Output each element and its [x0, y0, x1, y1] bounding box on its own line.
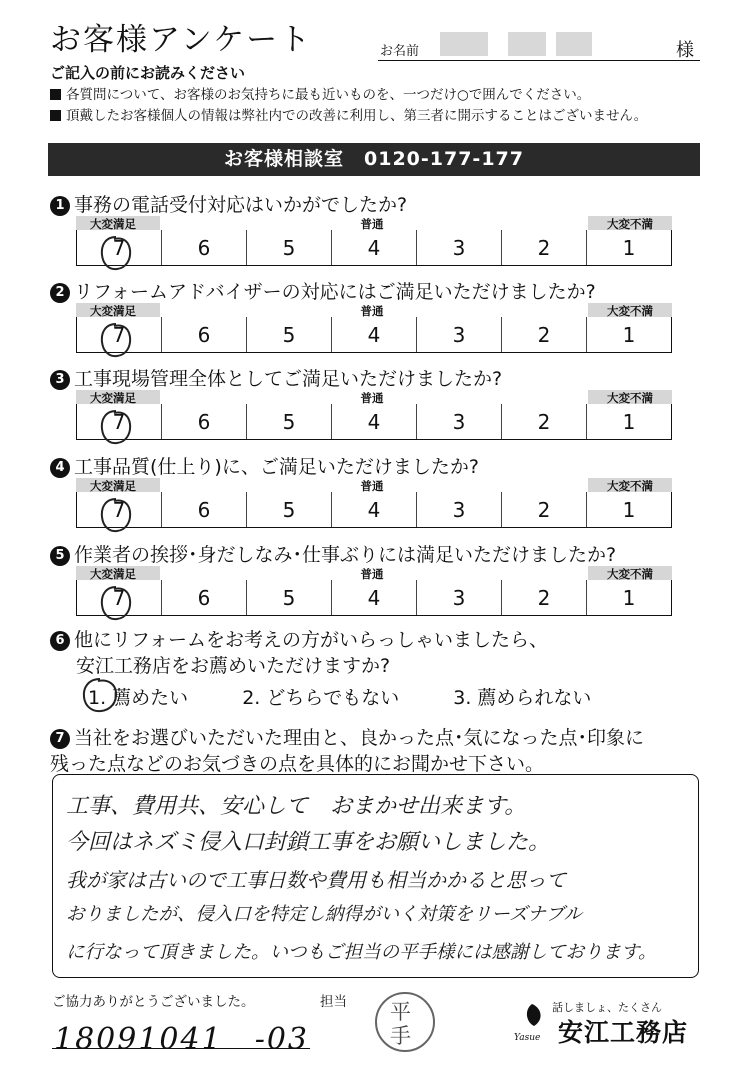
name-redaction [556, 32, 592, 56]
rating-option[interactable]: 4 [332, 492, 417, 527]
name-label: お名前 [380, 44, 420, 59]
question-7: 7 当社をお選びいただいた理由と、良かった点･気になった点･印象に [50, 723, 644, 750]
svg-text:Yasue: Yasue [514, 1033, 541, 1043]
rating-option[interactable]: 5 [247, 492, 332, 527]
rating-option[interactable]: 2 [502, 317, 587, 352]
question-6-options [88, 683, 639, 710]
scale-label-very-satisfied: 大変満足 [76, 478, 160, 492]
handwritten-circle-mark [80, 676, 120, 714]
seal-char: 平 [390, 1000, 411, 1024]
rating-scale [76, 303, 672, 353]
rating-option[interactable]: 3 [417, 580, 502, 615]
instruction-note: 各質問について、お客様のお気持ちに最も近いものを、一つだけ○で囲んでください。 [50, 83, 590, 103]
handwritten-circle-mark [98, 234, 134, 272]
instruction-note: 頂戴したお客様個人の情報は弊社内での改善に利用し、第三者に開示することはございません。 [50, 104, 647, 124]
rating-option[interactable]: 6 [162, 230, 247, 265]
scale-label-very-dissatisfied: 大変不満 [588, 478, 672, 492]
scale-label-very-dissatisfied: 大変不満 [588, 390, 672, 404]
company-tagline: 話しましょ、たくさん [552, 1001, 662, 1014]
scale-label-very-satisfied: 大変満足 [76, 390, 160, 404]
seal-char: 手 [390, 1024, 411, 1048]
company-logo-icon [510, 1000, 554, 1044]
rating-scale [76, 390, 672, 440]
rating-option[interactable]: 1 [622, 410, 636, 434]
scale-label-neutral: 普通 [360, 479, 384, 493]
bullet-square-icon [50, 89, 61, 100]
rating-option[interactable]: 3 [417, 230, 502, 265]
support-phone-banner: お客様相談室 0120-177-177 [48, 143, 700, 176]
rating-option[interactable]: 7 [77, 317, 162, 352]
rating-option[interactable]: 5 [247, 317, 332, 352]
rating-option[interactable]: 4 [332, 580, 417, 615]
question-3: 3 工事現場管理全体としてご満足いただけましたか? [50, 364, 502, 391]
scale-label-very-satisfied: 大変満足 [76, 216, 160, 230]
rating-option[interactable]: 7 [77, 492, 162, 527]
rating-option[interactable]: 4 [332, 317, 417, 352]
question-5: 5 作業者の挨拶･身だしなみ･仕事ぶりには満足いただけましたか? [50, 540, 616, 567]
scale-label-neutral: 普通 [360, 391, 384, 405]
rating-option[interactable]: 2 [502, 492, 587, 527]
question-7-line2: 残った点などのお気づきの点を具体的にお聞かせ下さい。 [50, 753, 545, 775]
question-4: 4 工事品質(仕上り)に、ご満足いただけましたか? [50, 452, 479, 479]
question-number-badge: 2 [50, 283, 70, 303]
question-number-badge: 3 [50, 370, 70, 390]
question-number-badge: 6 [50, 631, 70, 651]
rating-option[interactable]: 5 [247, 230, 332, 265]
bullet-square-icon [50, 110, 61, 121]
handwritten-comment-line: おりましたが、侵入口を特定し納得がいく対策をリーズナブル [66, 904, 582, 925]
question-number-badge: 4 [50, 458, 70, 478]
company-name: 安江工務店 [558, 1018, 689, 1047]
rating-option[interactable]: 7 [77, 580, 162, 615]
rating-option[interactable]: 1 [622, 498, 636, 522]
thanks-text: ご協力ありがとうございました。 [52, 994, 255, 1010]
rating-option[interactable]: 5 [247, 404, 332, 439]
handwritten-circle-mark [98, 584, 134, 622]
rating-option[interactable]: 7 [77, 230, 162, 265]
question-1: 1 事務の電話受付対応はいかがでしたか? [50, 190, 407, 217]
handwritten-serial-number: 18091041 -03 [54, 1022, 310, 1057]
rating-option[interactable]: 7 [77, 404, 162, 439]
rating-option[interactable]: 6 [162, 317, 247, 352]
scale-label-very-satisfied: 大変満足 [76, 566, 160, 580]
handwritten-circle-mark [98, 321, 134, 359]
name-field-line[interactable] [378, 60, 700, 61]
question-2: 2 リフォームアドバイザーの対応にはご満足いただけましたか? [50, 277, 596, 304]
rating-scale [76, 478, 672, 528]
scale-label-very-dissatisfied: 大変不満 [588, 303, 672, 317]
handwritten-comment-line: に行なって頂きました。いつもご担当の平手様には感謝しております。 [66, 942, 657, 963]
handwritten-circle-mark [98, 408, 134, 446]
rating-option[interactable]: 2 [502, 404, 587, 439]
rating-option[interactable]: 2 [502, 580, 587, 615]
rating-option[interactable]: 3 [417, 492, 502, 527]
scale-label-very-dissatisfied: 大変不満 [588, 216, 672, 230]
rating-option[interactable]: 6 [162, 580, 247, 615]
rating-option[interactable]: 2 [502, 230, 587, 265]
rating-option[interactable]: 4 [332, 230, 417, 265]
question-6: 6 他にリフォームをお考えの方がいらっしゃいましたら、 [50, 625, 548, 652]
option-not-recommend[interactable]: 3. 薦められない [453, 687, 592, 709]
name-redaction [508, 32, 546, 56]
handwritten-circle-mark [98, 496, 134, 534]
rating-option[interactable]: 1 [622, 236, 636, 260]
rating-option[interactable]: 6 [162, 404, 247, 439]
question-6-line2: 安江工務店をお薦めいただけますか? [76, 655, 391, 677]
scale-label-very-satisfied: 大変満足 [76, 303, 160, 317]
rating-scale [76, 566, 672, 616]
option-recommend[interactable]: 1. 薦めたい [88, 687, 189, 709]
rating-option[interactable]: 6 [162, 492, 247, 527]
handwritten-comment-line: 工事、費用共、安心して おまかせ出来ます。 [66, 794, 527, 819]
scale-label-neutral: 普通 [360, 567, 384, 581]
name-redaction [440, 32, 488, 56]
honorific: 様 [676, 40, 694, 61]
rating-option[interactable]: 4 [332, 404, 417, 439]
rating-option[interactable]: 5 [247, 580, 332, 615]
rating-option[interactable]: 3 [417, 317, 502, 352]
option-neutral[interactable]: 2. どちらでもない [242, 687, 400, 709]
scale-label-neutral: 普通 [360, 304, 384, 318]
rating-option[interactable]: 3 [417, 404, 502, 439]
handwritten-comment-line: 我が家は古いので工事日数や費用も相当かかると思って [66, 868, 566, 892]
serial-underline [52, 1048, 310, 1049]
rating-scale [76, 216, 672, 266]
rating-option[interactable]: 1 [622, 586, 636, 610]
handwritten-comment-line: 今回はネズミ侵入口封鎖工事をお願いしました。 [66, 830, 551, 855]
scale-label-very-dissatisfied: 大変不満 [588, 566, 672, 580]
page-title: お客様アンケート [50, 22, 313, 58]
question-number-badge: 5 [50, 546, 70, 566]
scale-label-neutral: 普通 [360, 217, 384, 231]
staff-label: 担当 [320, 994, 347, 1010]
question-number-badge: 7 [50, 729, 70, 749]
question-number-badge: 1 [50, 196, 70, 216]
instructions-heading: ご記入の前にお読みください [50, 64, 246, 82]
rating-option[interactable]: 1 [622, 323, 636, 347]
